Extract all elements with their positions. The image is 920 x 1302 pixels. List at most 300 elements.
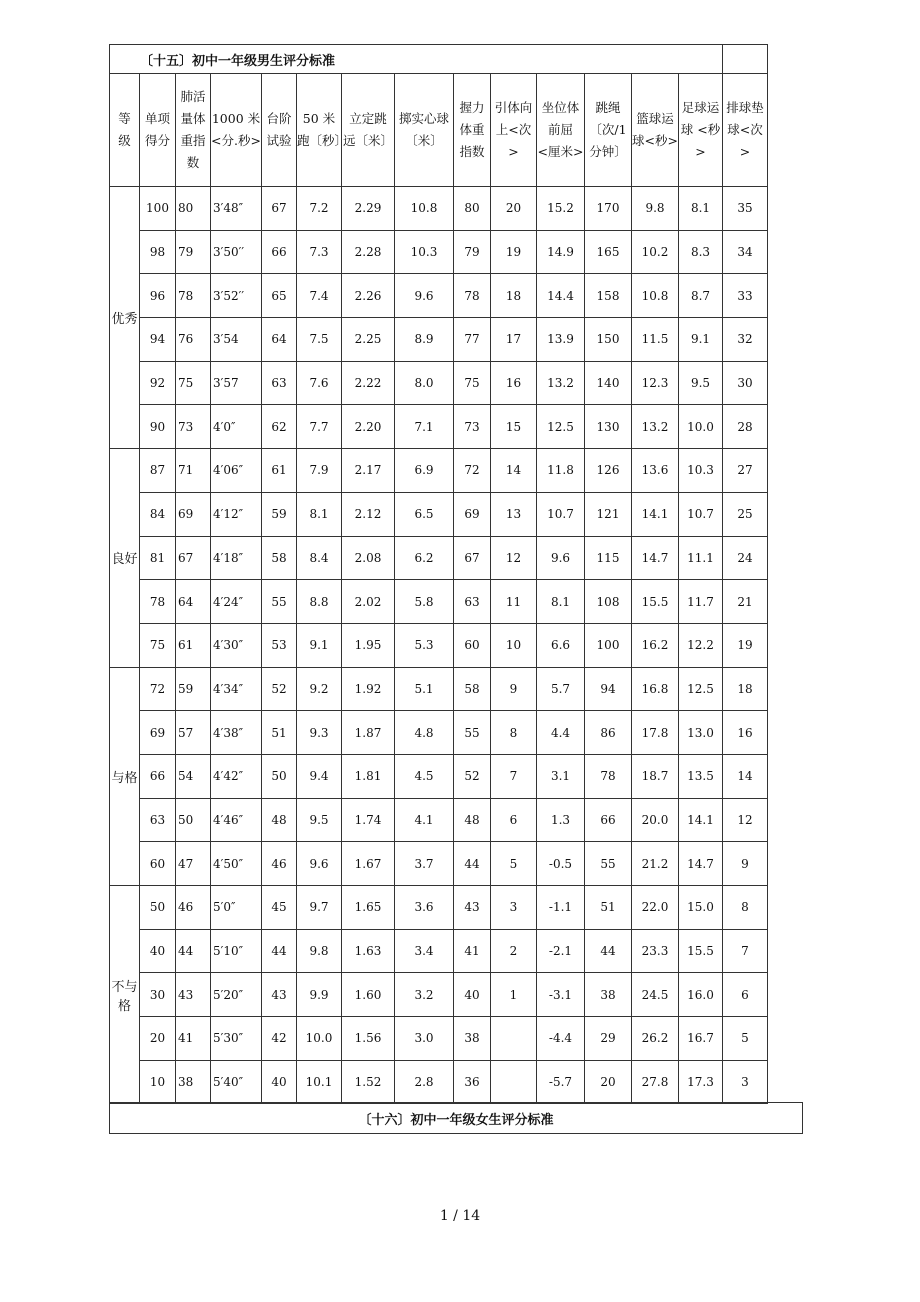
table-cell: 3.1 (537, 754, 585, 798)
table-cell: 80 (454, 187, 491, 231)
table-cell: 12.5 (537, 405, 585, 449)
table-cell: 9.7 (297, 886, 342, 930)
table-cell: 8 (723, 886, 768, 930)
table-cell: 69 (176, 492, 211, 536)
column-header: 握力 体重 指数 (454, 74, 491, 187)
table-cell: 1 (491, 973, 537, 1017)
table-cell: -2.1 (537, 929, 585, 973)
table-cell: 16 (723, 711, 768, 755)
table-cell: 42 (262, 1017, 297, 1061)
page-number: 1 / 14 (439, 1208, 481, 1224)
column-header: 排球垫 球<次> (723, 74, 768, 187)
table-cell: 55 (454, 711, 491, 755)
table-row (110, 361, 768, 405)
table-row (110, 623, 768, 667)
table-cell: 4.1 (395, 798, 454, 842)
table-cell: 9.5 (679, 361, 723, 405)
table-cell: 100 (140, 187, 176, 231)
table-cell: 14 (723, 754, 768, 798)
table-cell: 26.2 (632, 1017, 679, 1061)
table-cell: 60 (454, 623, 491, 667)
table-cell: 1.65 (342, 886, 395, 930)
table-cell: 15 (491, 405, 537, 449)
table-cell: -1.1 (537, 886, 585, 930)
table-cell: 50 (176, 798, 211, 842)
table-cell: 62 (262, 405, 297, 449)
table-cell: 77 (454, 318, 491, 362)
table-cell: 9.9 (297, 973, 342, 1017)
table-cell: 6.2 (395, 536, 454, 580)
table-cell: 15.0 (679, 886, 723, 930)
table-cell: 54 (176, 754, 211, 798)
table-cell: 43 (454, 886, 491, 930)
table-row (110, 1060, 768, 1104)
table-cell: 2.22 (342, 361, 395, 405)
title-row (110, 45, 768, 74)
table-cell (491, 1017, 537, 1061)
table-cell: 16.0 (679, 973, 723, 1017)
table-cell: 13 (491, 492, 537, 536)
table-cell: 126 (585, 449, 632, 493)
table-cell: 10.1 (297, 1060, 342, 1104)
table-cell: 17.3 (679, 1060, 723, 1104)
table-cell: 16.8 (632, 667, 679, 711)
table-cell: 10.0 (679, 405, 723, 449)
table-cell: 20 (491, 187, 537, 231)
table-cell: 2.08 (342, 536, 395, 580)
table-cell: 35 (723, 187, 768, 231)
table-cell: 10.8 (632, 274, 679, 318)
table-cell: 20.0 (632, 798, 679, 842)
table-cell: 11.5 (632, 318, 679, 362)
table-cell: 8.1 (679, 187, 723, 231)
table-cell: 10.7 (537, 492, 585, 536)
table-cell: 22.0 (632, 886, 679, 930)
table-cell: 5.8 (395, 580, 454, 624)
table-cell: 32 (723, 318, 768, 362)
table-cell: 75 (454, 361, 491, 405)
table-row (110, 187, 768, 231)
table-cell: 10.3 (679, 449, 723, 493)
grade-cell: 不与 格 (110, 886, 140, 1104)
table-cell: 48 (262, 798, 297, 842)
table-cell: 15.5 (679, 929, 723, 973)
table-cell: 3′54 (211, 318, 262, 362)
table-cell: 3.2 (395, 973, 454, 1017)
table-row (110, 230, 768, 274)
table-cell: -4.4 (537, 1017, 585, 1061)
table-cell: 4′46″ (211, 798, 262, 842)
table-cell: 19 (491, 230, 537, 274)
table-cell: 27.8 (632, 1060, 679, 1104)
table-cell: 38 (176, 1060, 211, 1104)
table-cell: 3′52′′ (211, 274, 262, 318)
table-cell: 3′48″ (211, 187, 262, 231)
table-cell: 1.74 (342, 798, 395, 842)
table-cell: 59 (262, 492, 297, 536)
table-row (110, 580, 768, 624)
table-cell: 9.3 (297, 711, 342, 755)
table-cell: 2.20 (342, 405, 395, 449)
table-row (110, 667, 768, 711)
table-cell: 15.2 (537, 187, 585, 231)
table-cell: 16.7 (679, 1017, 723, 1061)
table-cell: 2.29 (342, 187, 395, 231)
table-cell (491, 1060, 537, 1104)
table-cell: 5 (491, 842, 537, 886)
table-cell: 60 (140, 842, 176, 886)
table-cell: 6.9 (395, 449, 454, 493)
table-cell: 21 (723, 580, 768, 624)
table-cell: 8 (491, 711, 537, 755)
column-header: 50 米 跑〔秒〕 (297, 74, 342, 187)
table-cell: 24 (723, 536, 768, 580)
table-cell: 34 (723, 230, 768, 274)
table-cell: 46 (262, 842, 297, 886)
column-header: 单项 得分 (140, 74, 176, 187)
table-cell: 5 (723, 1017, 768, 1061)
table-cell: 4′42″ (211, 754, 262, 798)
table-cell: 40 (140, 929, 176, 973)
table-cell: 18 (723, 667, 768, 711)
table-cell: 4′18″ (211, 536, 262, 580)
table-cell: 13.2 (537, 361, 585, 405)
table-row (110, 405, 768, 449)
table-cell: 41 (454, 929, 491, 973)
table-row (110, 536, 768, 580)
table-cell: 76 (176, 318, 211, 362)
table-cell: 1.67 (342, 842, 395, 886)
table-cell: 94 (140, 318, 176, 362)
table-cell: 90 (140, 405, 176, 449)
header-row (110, 74, 768, 187)
table-cell: 4.5 (395, 754, 454, 798)
table-cell: 9.5 (297, 798, 342, 842)
table-cell: 8.7 (679, 274, 723, 318)
table-cell: 8.3 (679, 230, 723, 274)
table-cell: 58 (454, 667, 491, 711)
table-cell: 5′40″ (211, 1060, 262, 1104)
table-cell: 3.4 (395, 929, 454, 973)
table-cell: 86 (585, 711, 632, 755)
score-table (109, 44, 768, 1104)
table-cell: 98 (140, 230, 176, 274)
table-cell: 66 (140, 754, 176, 798)
table-cell: 8.0 (395, 361, 454, 405)
table-cell: 100 (585, 623, 632, 667)
table-cell: 2.02 (342, 580, 395, 624)
table-cell: 1.3 (537, 798, 585, 842)
table-row (110, 274, 768, 318)
table-cell: 64 (176, 580, 211, 624)
table-cell: 108 (585, 580, 632, 624)
table-cell: 2 (491, 929, 537, 973)
table-cell: 58 (262, 536, 297, 580)
table-cell: -3.1 (537, 973, 585, 1017)
table-cell: 2.25 (342, 318, 395, 362)
table-cell: 10 (491, 623, 537, 667)
table-cell: 2.17 (342, 449, 395, 493)
column-header: 掷实心球 〔米〕 (395, 74, 454, 187)
table-cell: 4′34″ (211, 667, 262, 711)
table-cell: 81 (140, 536, 176, 580)
table-cell: 10.0 (297, 1017, 342, 1061)
table-cell: 1.63 (342, 929, 395, 973)
table-cell: 64 (262, 318, 297, 362)
table-cell: 9 (723, 842, 768, 886)
table-cell: 12 (723, 798, 768, 842)
table-cell: 79 (176, 230, 211, 274)
grade-cell: 优秀 (110, 187, 140, 449)
table-cell: 6 (491, 798, 537, 842)
column-header: 立定跳 远〔米〕 (342, 74, 395, 187)
table-cell: 78 (140, 580, 176, 624)
table-cell: 38 (454, 1017, 491, 1061)
table-cell: 4′38″ (211, 711, 262, 755)
table-row (110, 842, 768, 886)
column-header: 1000 米 <分.秒> (211, 74, 262, 187)
table-cell: 8.4 (297, 536, 342, 580)
table-cell: 1.87 (342, 711, 395, 755)
table-cell: 2.26 (342, 274, 395, 318)
table-cell: 3.0 (395, 1017, 454, 1061)
table-cell: 65 (262, 274, 297, 318)
table-cell: 14.7 (632, 536, 679, 580)
table-cell: 7.7 (297, 405, 342, 449)
table-cell: 14.7 (679, 842, 723, 886)
table-cell: 51 (262, 711, 297, 755)
table-cell: 5′20″ (211, 973, 262, 1017)
column-header: 引体向 上<次> (491, 74, 537, 187)
table-cell: 1.60 (342, 973, 395, 1017)
table-cell: 25 (723, 492, 768, 536)
table-cell: 63 (262, 361, 297, 405)
table-cell: 50 (262, 754, 297, 798)
table-cell: 5.3 (395, 623, 454, 667)
table-cell: 30 (140, 973, 176, 1017)
table-cell: 7.9 (297, 449, 342, 493)
table-cell: 11.7 (679, 580, 723, 624)
table-cell: 67 (176, 536, 211, 580)
table-cell: 9.1 (297, 623, 342, 667)
table-cell: 9.8 (632, 187, 679, 231)
table-cell: 45 (262, 886, 297, 930)
table-cell: 55 (585, 842, 632, 886)
table-cell: 48 (454, 798, 491, 842)
table-cell: 20 (585, 1060, 632, 1104)
table-cell: 7.3 (297, 230, 342, 274)
table-cell: 11.1 (679, 536, 723, 580)
column-header: 肺活 量体 重指 数 (176, 74, 211, 187)
table-cell: 9.1 (679, 318, 723, 362)
table-cell: 10 (140, 1060, 176, 1104)
table-cell: 7.6 (297, 361, 342, 405)
table-cell: 75 (140, 623, 176, 667)
table-cell: 3.7 (395, 842, 454, 886)
table-cell: 87 (140, 449, 176, 493)
table-cell: 7.1 (395, 405, 454, 449)
table-cell: 61 (262, 449, 297, 493)
table-cell: 12.5 (679, 667, 723, 711)
column-header: 足球运 球 <秒 > (679, 74, 723, 187)
table-cell: 44 (176, 929, 211, 973)
table-cell: 3.6 (395, 886, 454, 930)
table-cell: 3 (723, 1060, 768, 1104)
grade-cell: 良好 (110, 449, 140, 667)
table-cell: 17.8 (632, 711, 679, 755)
table-cell: 52 (262, 667, 297, 711)
table-cell: 9.2 (297, 667, 342, 711)
column-header: 坐位体 前屈 <厘米> (537, 74, 585, 187)
table-row (110, 1017, 768, 1061)
table-cell: 78 (454, 274, 491, 318)
title-empty-cell (723, 45, 768, 74)
table-cell: 7.4 (297, 274, 342, 318)
table-cell: 14.9 (537, 230, 585, 274)
table-cell: 9.6 (395, 274, 454, 318)
table-cell: 121 (585, 492, 632, 536)
table-cell: 12 (491, 536, 537, 580)
table-cell: 19 (723, 623, 768, 667)
table-cell: 47 (176, 842, 211, 886)
table-row (110, 711, 768, 755)
table-cell: 4′12″ (211, 492, 262, 536)
table-cell: 4′06″ (211, 449, 262, 493)
table-cell: 9.6 (297, 842, 342, 886)
table-cell: 8.1 (537, 580, 585, 624)
table-row (110, 798, 768, 842)
table-cell: 80 (176, 187, 211, 231)
table-cell: 7.2 (297, 187, 342, 231)
table-cell: 12.3 (632, 361, 679, 405)
table-cell: 10.2 (632, 230, 679, 274)
table-row (110, 318, 768, 362)
table-cell: 1.92 (342, 667, 395, 711)
column-header: 等 级 (110, 74, 140, 187)
table-cell: 79 (454, 230, 491, 274)
table-cell: 44 (454, 842, 491, 886)
table-cell: 96 (140, 274, 176, 318)
table-cell: 67 (454, 536, 491, 580)
table-row (110, 754, 768, 798)
table-cell: 20 (140, 1017, 176, 1061)
table-cell: 94 (585, 667, 632, 711)
table-cell: 69 (140, 711, 176, 755)
table-row (110, 492, 768, 536)
table-cell: 23.3 (632, 929, 679, 973)
table-cell: 2.8 (395, 1060, 454, 1104)
table-cell: 40 (262, 1060, 297, 1104)
table-cell: 21.2 (632, 842, 679, 886)
table-cell: 5′10″ (211, 929, 262, 973)
table-cell: 18.7 (632, 754, 679, 798)
table-cell: 10.3 (395, 230, 454, 274)
next-table-title: 〔十六〕初中一年级女生评分标准 (109, 1102, 803, 1134)
table-cell: 4.4 (537, 711, 585, 755)
table-cell: 13.6 (632, 449, 679, 493)
table-cell: 73 (176, 405, 211, 449)
column-header: 台阶 试验 (262, 74, 297, 187)
table-cell: 5.7 (537, 667, 585, 711)
table-cell: 59 (176, 667, 211, 711)
table-cell: -0.5 (537, 842, 585, 886)
table-cell: 115 (585, 536, 632, 580)
table-cell: 36 (454, 1060, 491, 1104)
table-cell: 10.7 (679, 492, 723, 536)
table-cell: 61 (176, 623, 211, 667)
table-cell: 1.56 (342, 1017, 395, 1061)
table-cell: 44 (262, 929, 297, 973)
table-cell: 63 (140, 798, 176, 842)
table-cell: 71 (176, 449, 211, 493)
table-cell: 165 (585, 230, 632, 274)
table-cell: 72 (454, 449, 491, 493)
table-cell: 41 (176, 1017, 211, 1061)
table-cell: 30 (723, 361, 768, 405)
table-cell: 5.1 (395, 667, 454, 711)
table-cell: 14 (491, 449, 537, 493)
table-cell: 53 (262, 623, 297, 667)
table-cell: 57 (176, 711, 211, 755)
table-cell: 9.4 (297, 754, 342, 798)
table-cell: 67 (262, 187, 297, 231)
column-header: 跳绳 〔次/1 分钟〕 (585, 74, 632, 187)
table-cell: 13.0 (679, 711, 723, 755)
table-cell: 69 (454, 492, 491, 536)
table-row (110, 886, 768, 930)
table-cell: 33 (723, 274, 768, 318)
table-cell: 3 (491, 886, 537, 930)
table-cell: 2.28 (342, 230, 395, 274)
table-cell: 28 (723, 405, 768, 449)
table-cell: 13.2 (632, 405, 679, 449)
table-cell: 1.81 (342, 754, 395, 798)
table-cell: 14.1 (632, 492, 679, 536)
table-cell: 7 (491, 754, 537, 798)
table-cell: 4.8 (395, 711, 454, 755)
table-cell: 16 (491, 361, 537, 405)
table-cell: 4′24″ (211, 580, 262, 624)
table-row (110, 929, 768, 973)
table-cell: 18 (491, 274, 537, 318)
table-cell: 4′30″ (211, 623, 262, 667)
table-cell: 1.52 (342, 1060, 395, 1104)
table-cell: 38 (585, 973, 632, 1017)
table-cell: 2.12 (342, 492, 395, 536)
table-title: 〔十五〕初中一年级男生评分标准 (110, 45, 723, 74)
table-cell: 5′0″ (211, 886, 262, 930)
table-cell: 6.6 (537, 623, 585, 667)
table-cell: 46 (176, 886, 211, 930)
table-cell: 6.5 (395, 492, 454, 536)
table-cell: -5.7 (537, 1060, 585, 1104)
table-cell: 150 (585, 318, 632, 362)
table-cell: 170 (585, 187, 632, 231)
table-cell: 9.6 (537, 536, 585, 580)
table-cell: 13.9 (537, 318, 585, 362)
table-row (110, 449, 768, 493)
table-cell: 66 (262, 230, 297, 274)
table-cell: 4′0″ (211, 405, 262, 449)
table-cell: 8.9 (395, 318, 454, 362)
table-cell: 13.5 (679, 754, 723, 798)
table-row (110, 973, 768, 1017)
table-cell: 7.5 (297, 318, 342, 362)
table-cell: 43 (176, 973, 211, 1017)
table-cell: 43 (262, 973, 297, 1017)
table-cell: 11 (491, 580, 537, 624)
table-cell: 29 (585, 1017, 632, 1061)
